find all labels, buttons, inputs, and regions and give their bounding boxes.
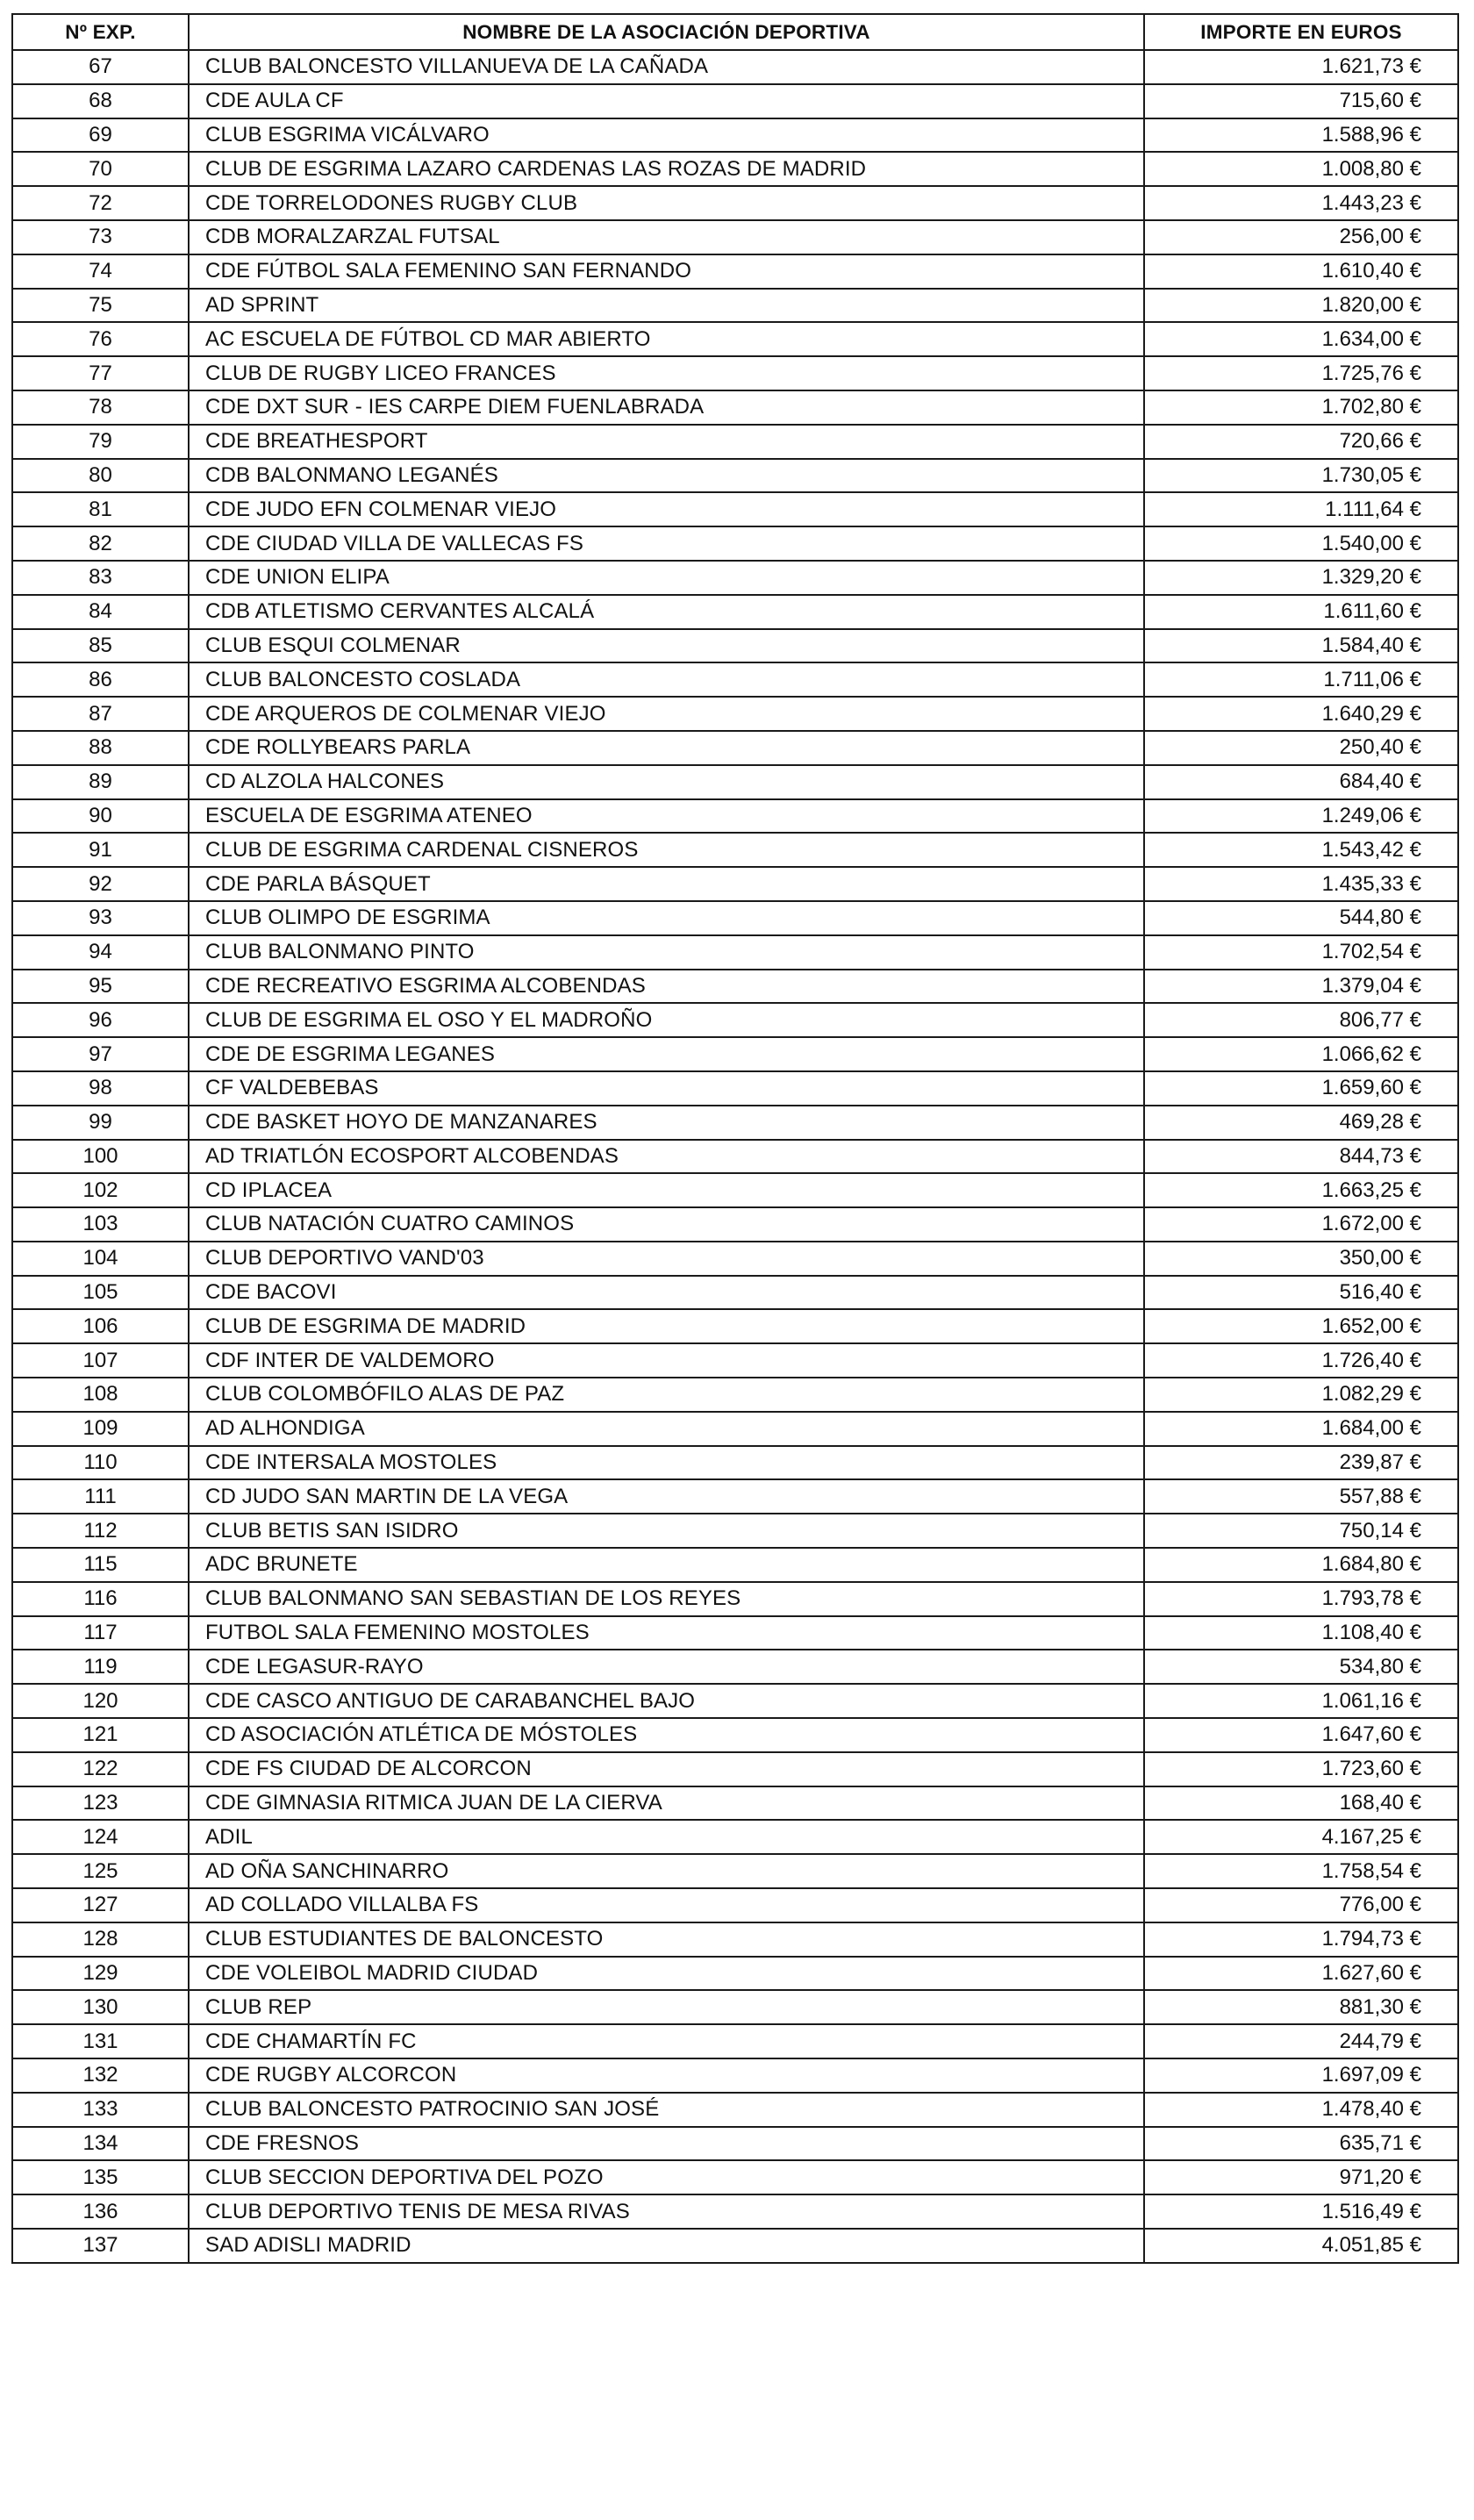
file-number-cell: 97 [12, 1037, 189, 1071]
association-name-cell: CDE JUDO EFN COLMENAR VIEJO [189, 492, 1144, 526]
association-name-cell: CDE BREATHESPORT [189, 425, 1144, 459]
header-row [12, 14, 1458, 50]
association-name-cell: CLUB BALONMANO PINTO [189, 935, 1144, 970]
table-row [12, 935, 1458, 970]
association-name-cell: CLUB ESQUI COLMENAR [189, 629, 1144, 663]
file-number-cell: 77 [12, 356, 189, 390]
table-row [12, 1854, 1458, 1888]
amount-cell: 534,80 € [1144, 1650, 1458, 1684]
file-number-cell: 104 [12, 1242, 189, 1276]
file-number-cell: 87 [12, 697, 189, 731]
association-name-cell: CD IPLACEA [189, 1173, 1144, 1207]
association-name-cell: AD COLLADO VILLALBA FS [189, 1888, 1144, 1922]
file-number-cell: 75 [12, 289, 189, 323]
association-name-cell: CDE FÚTBOL SALA FEMENINO SAN FERNANDO [189, 254, 1144, 289]
table-row [12, 561, 1458, 595]
association-name-cell: CDE BACOVI [189, 1276, 1144, 1310]
association-name-cell: CDE LEGASUR-RAYO [189, 1650, 1144, 1684]
association-name-cell: CLUB DE ESGRIMA CARDENAL CISNEROS [189, 833, 1144, 867]
amount-cell: 1.684,80 € [1144, 1548, 1458, 1582]
file-number-cell: 129 [12, 1957, 189, 1991]
amount-cell: 1.621,73 € [1144, 50, 1458, 84]
association-name-cell: AD TRIATLÓN ECOSPORT ALCOBENDAS [189, 1140, 1144, 1174]
table-body [12, 50, 1458, 2263]
association-name-cell: CDE PARLA BÁSQUET [189, 867, 1144, 901]
association-name-cell: CLUB REP [189, 1990, 1144, 2024]
amount-cell: 4.167,25 € [1144, 1820, 1458, 1854]
table-row [12, 1990, 1458, 2024]
table-row [12, 1242, 1458, 1276]
amount-cell: 1.066,62 € [1144, 1037, 1458, 1071]
file-number-cell: 91 [12, 833, 189, 867]
amount-cell: 750,14 € [1144, 1514, 1458, 1548]
association-name-cell: CDE FS CIUDAD DE ALCORCON [189, 1752, 1144, 1786]
file-number-cell: 127 [12, 1888, 189, 1922]
table-row [12, 322, 1458, 356]
file-number-cell: 67 [12, 50, 189, 84]
amount-cell: 776,00 € [1144, 1888, 1458, 1922]
file-number-cell: 99 [12, 1106, 189, 1140]
file-number-cell: 124 [12, 1820, 189, 1854]
table-row [12, 1514, 1458, 1548]
header-association-name: NOMBRE DE LA ASOCIACIÓN DEPORTIVA [189, 14, 1144, 50]
file-number-cell: 131 [12, 2024, 189, 2058]
subsidies-table [11, 13, 1459, 2264]
amount-cell: 1.702,80 € [1144, 390, 1458, 425]
file-number-cell: 69 [12, 118, 189, 153]
amount-cell: 881,30 € [1144, 1990, 1458, 2024]
association-name-cell: CLUB COLOMBÓFILO ALAS DE PAZ [189, 1378, 1144, 1412]
amount-cell: 1.061,16 € [1144, 1684, 1458, 1718]
association-name-cell: CD ASOCIACIÓN ATLÉTICA DE MÓSTOLES [189, 1718, 1144, 1752]
amount-cell: 1.634,00 € [1144, 322, 1458, 356]
amount-cell: 684,40 € [1144, 765, 1458, 799]
table-row [12, 1718, 1458, 1752]
file-number-cell: 95 [12, 970, 189, 1004]
file-number-cell: 121 [12, 1718, 189, 1752]
file-number-cell: 78 [12, 390, 189, 425]
amount-cell: 1.435,33 € [1144, 867, 1458, 901]
association-name-cell: CDE DXT SUR - IES CARPE DIEM FUENLABRADA [189, 390, 1144, 425]
amount-cell: 1.697,09 € [1144, 2058, 1458, 2093]
file-number-cell: 134 [12, 2127, 189, 2161]
table-row [12, 1173, 1458, 1207]
amount-cell: 1.249,06 € [1144, 799, 1458, 834]
amount-cell: 1.711,06 € [1144, 662, 1458, 697]
association-name-cell: CDE VOLEIBOL MADRID CIUDAD [189, 1957, 1144, 1991]
file-number-cell: 117 [12, 1616, 189, 1650]
file-number-cell: 132 [12, 2058, 189, 2093]
association-name-cell: CLUB DE ESGRIMA DE MADRID [189, 1309, 1144, 1343]
table-row [12, 1276, 1458, 1310]
association-name-cell: CLUB BALONCESTO VILLANUEVA DE LA CAÑADA [189, 50, 1144, 84]
table-row [12, 765, 1458, 799]
amount-cell: 1.672,00 € [1144, 1207, 1458, 1242]
association-name-cell: CLUB BETIS SAN ISIDRO [189, 1514, 1144, 1548]
table-row [12, 118, 1458, 153]
association-name-cell: CLUB OLIMPO DE ESGRIMA [189, 901, 1144, 935]
amount-cell: 806,77 € [1144, 1003, 1458, 1037]
association-name-cell: CDF INTER DE VALDEMORO [189, 1343, 1144, 1378]
table-row [12, 1820, 1458, 1854]
file-number-cell: 137 [12, 2229, 189, 2263]
association-name-cell: CLUB ESTUDIANTES DE BALONCESTO [189, 1922, 1144, 1957]
file-number-cell: 128 [12, 1922, 189, 1957]
association-name-cell: CLUB DE ESGRIMA LAZARO CARDENAS LAS ROZAS DE MADRID [189, 152, 1144, 186]
amount-cell: 1.627,60 € [1144, 1957, 1458, 1991]
amount-cell: 557,88 € [1144, 1479, 1458, 1514]
amount-cell: 715,60 € [1144, 84, 1458, 118]
association-name-cell: CLUB DEPORTIVO VAND'03 [189, 1242, 1144, 1276]
amount-cell: 1.111,64 € [1144, 492, 1458, 526]
association-name-cell: CDE DE ESGRIMA LEGANES [189, 1037, 1144, 1071]
file-number-cell: 93 [12, 901, 189, 935]
file-number-cell: 86 [12, 662, 189, 697]
amount-cell: 1.329,20 € [1144, 561, 1458, 595]
association-name-cell: CDE CIUDAD VILLA DE VALLECAS FS [189, 526, 1144, 561]
table-row [12, 1650, 1458, 1684]
table-row [12, 731, 1458, 765]
file-number-cell: 70 [12, 152, 189, 186]
file-number-cell: 85 [12, 629, 189, 663]
association-name-cell: CLUB ESGRIMA VICÁLVARO [189, 118, 1144, 153]
table-row [12, 629, 1458, 663]
table-row [12, 1888, 1458, 1922]
table-row [12, 2127, 1458, 2161]
file-number-cell: 94 [12, 935, 189, 970]
association-name-cell: CD ALZOLA HALCONES [189, 765, 1144, 799]
association-name-cell: CLUB BALONCESTO PATROCINIO SAN JOSÉ [189, 2093, 1144, 2127]
file-number-cell: 100 [12, 1140, 189, 1174]
amount-cell: 350,00 € [1144, 1242, 1458, 1276]
association-name-cell: CDB BALONMANO LEGANÉS [189, 459, 1144, 493]
table-row [12, 1140, 1458, 1174]
file-number-cell: 109 [12, 1412, 189, 1446]
table-row [12, 1684, 1458, 1718]
table-row [12, 1412, 1458, 1446]
table-row [12, 459, 1458, 493]
file-number-cell: 72 [12, 186, 189, 220]
file-number-cell: 88 [12, 731, 189, 765]
association-name-cell: CDE TORRELODONES RUGBY CLUB [189, 186, 1144, 220]
file-number-cell: 102 [12, 1173, 189, 1207]
file-number-cell: 130 [12, 1990, 189, 2024]
file-number-cell: 119 [12, 1650, 189, 1684]
amount-cell: 971,20 € [1144, 2160, 1458, 2194]
table-row [12, 867, 1458, 901]
association-name-cell: CDE FRESNOS [189, 2127, 1144, 2161]
association-name-cell: CLUB BALONMANO SAN SEBASTIAN DE LOS REYES [189, 1582, 1144, 1616]
association-name-cell: ESCUELA DE ESGRIMA ATENEO [189, 799, 1144, 834]
association-name-cell: CDE ROLLYBEARS PARLA [189, 731, 1144, 765]
amount-cell: 1.443,23 € [1144, 186, 1458, 220]
table-row [12, 2194, 1458, 2229]
table-row [12, 2024, 1458, 2058]
file-number-cell: 92 [12, 867, 189, 901]
association-name-cell: CDE BASKET HOYO DE MANZANARES [189, 1106, 1144, 1140]
amount-cell: 244,79 € [1144, 2024, 1458, 2058]
table-row [12, 152, 1458, 186]
association-name-cell: CLUB DEPORTIVO TENIS DE MESA RIVAS [189, 2194, 1144, 2229]
table-row [12, 1616, 1458, 1650]
file-number-cell: 108 [12, 1378, 189, 1412]
amount-cell: 1.516,49 € [1144, 2194, 1458, 2229]
file-number-cell: 103 [12, 1207, 189, 1242]
association-name-cell: CDE RUGBY ALCORCON [189, 2058, 1144, 2093]
table-row [12, 1106, 1458, 1140]
table-row [12, 1037, 1458, 1071]
file-number-cell: 116 [12, 1582, 189, 1616]
header-amount-euros: IMPORTE EN EUROS [1144, 14, 1458, 50]
file-number-cell: 115 [12, 1548, 189, 1582]
amount-cell: 4.051,85 € [1144, 2229, 1458, 2263]
amount-cell: 256,00 € [1144, 220, 1458, 254]
table-row [12, 2093, 1458, 2127]
amount-cell: 1.588,96 € [1144, 118, 1458, 153]
association-name-cell: CDE RECREATIVO ESGRIMA ALCOBENDAS [189, 970, 1144, 1004]
amount-cell: 1.730,05 € [1144, 459, 1458, 493]
association-name-cell: CLUB DE ESGRIMA EL OSO Y EL MADROÑO [189, 1003, 1144, 1037]
amount-cell: 1.659,60 € [1144, 1071, 1458, 1106]
file-number-cell: 84 [12, 595, 189, 629]
table-row [12, 425, 1458, 459]
association-name-cell: CDE INTERSALA MOSTOLES [189, 1446, 1144, 1480]
file-number-cell: 96 [12, 1003, 189, 1037]
file-number-cell: 122 [12, 1752, 189, 1786]
file-number-cell: 90 [12, 799, 189, 834]
table-row [12, 1378, 1458, 1412]
table-row [12, 390, 1458, 425]
file-number-cell: 79 [12, 425, 189, 459]
file-number-cell: 83 [12, 561, 189, 595]
header-file-number: Nº EXP. [12, 14, 189, 50]
table-row [12, 901, 1458, 935]
association-name-cell: CF VALDEBEBAS [189, 1071, 1144, 1106]
association-name-cell: CDE CASCO ANTIGUO DE CARABANCHEL BAJO [189, 1684, 1144, 1718]
association-name-cell: CDE AULA CF [189, 84, 1144, 118]
association-name-cell: AD ALHONDIGA [189, 1412, 1144, 1446]
amount-cell: 1.647,60 € [1144, 1718, 1458, 1752]
amount-cell: 1.725,76 € [1144, 356, 1458, 390]
table-row [12, 84, 1458, 118]
file-number-cell: 74 [12, 254, 189, 289]
file-number-cell: 89 [12, 765, 189, 799]
table-row [12, 1207, 1458, 1242]
table-row [12, 1548, 1458, 1582]
association-name-cell: CLUB DE RUGBY LICEO FRANCES [189, 356, 1144, 390]
association-name-cell: AD OÑA SANCHINARRO [189, 1854, 1144, 1888]
table-row [12, 1922, 1458, 1957]
file-number-cell: 81 [12, 492, 189, 526]
amount-cell: 720,66 € [1144, 425, 1458, 459]
table-row [12, 1446, 1458, 1480]
association-name-cell: ADIL [189, 1820, 1144, 1854]
amount-cell: 1.108,40 € [1144, 1616, 1458, 1650]
table-row [12, 1343, 1458, 1378]
amount-cell: 1.794,73 € [1144, 1922, 1458, 1957]
table-row [12, 1752, 1458, 1786]
file-number-cell: 105 [12, 1276, 189, 1310]
file-number-cell: 110 [12, 1446, 189, 1480]
table-row [12, 50, 1458, 84]
amount-cell: 1.640,29 € [1144, 697, 1458, 731]
table-row [12, 2160, 1458, 2194]
amount-cell: 1.702,54 € [1144, 935, 1458, 970]
file-number-cell: 98 [12, 1071, 189, 1106]
table-row [12, 2229, 1458, 2263]
amount-cell: 1.082,29 € [1144, 1378, 1458, 1412]
amount-cell: 1.584,40 € [1144, 629, 1458, 663]
file-number-cell: 136 [12, 2194, 189, 2229]
association-name-cell: CDB ATLETISMO CERVANTES ALCALÁ [189, 595, 1144, 629]
table-row [12, 799, 1458, 834]
amount-cell: 1.611,60 € [1144, 595, 1458, 629]
amount-cell: 1.684,00 € [1144, 1412, 1458, 1446]
table-row [12, 697, 1458, 731]
amount-cell: 1.540,00 € [1144, 526, 1458, 561]
table-row [12, 970, 1458, 1004]
file-number-cell: 73 [12, 220, 189, 254]
file-number-cell: 135 [12, 2160, 189, 2194]
amount-cell: 1.793,78 € [1144, 1582, 1458, 1616]
amount-cell: 168,40 € [1144, 1786, 1458, 1821]
amount-cell: 1.008,80 € [1144, 152, 1458, 186]
amount-cell: 844,73 € [1144, 1140, 1458, 1174]
amount-cell: 1.610,40 € [1144, 254, 1458, 289]
association-name-cell: AC ESCUELA DE FÚTBOL CD MAR ABIERTO [189, 322, 1144, 356]
table-row [12, 1957, 1458, 1991]
amount-cell: 1.758,54 € [1144, 1854, 1458, 1888]
table-row [12, 1071, 1458, 1106]
table-row [12, 220, 1458, 254]
amount-cell: 469,28 € [1144, 1106, 1458, 1140]
table-row [12, 1479, 1458, 1514]
file-number-cell: 125 [12, 1854, 189, 1888]
file-number-cell: 133 [12, 2093, 189, 2127]
amount-cell: 250,40 € [1144, 731, 1458, 765]
file-number-cell: 76 [12, 322, 189, 356]
file-number-cell: 107 [12, 1343, 189, 1378]
association-name-cell: AD SPRINT [189, 289, 1144, 323]
amount-cell: 1.726,40 € [1144, 1343, 1458, 1378]
association-name-cell: ADC BRUNETE [189, 1548, 1144, 1582]
association-name-cell: CDE ARQUEROS DE COLMENAR VIEJO [189, 697, 1144, 731]
table-row [12, 1582, 1458, 1616]
table-row [12, 2058, 1458, 2093]
table-row [12, 1003, 1458, 1037]
file-number-cell: 111 [12, 1479, 189, 1514]
table-row [12, 289, 1458, 323]
table-row [12, 595, 1458, 629]
table-row [12, 356, 1458, 390]
association-name-cell: CLUB SECCION DEPORTIVA DEL POZO [189, 2160, 1144, 2194]
table-row [12, 254, 1458, 289]
association-name-cell: SAD ADISLI MADRID [189, 2229, 1144, 2263]
association-name-cell: CLUB NATACIÓN CUATRO CAMINOS [189, 1207, 1144, 1242]
amount-cell: 1.820,00 € [1144, 289, 1458, 323]
amount-cell: 1.543,42 € [1144, 833, 1458, 867]
file-number-cell: 82 [12, 526, 189, 561]
table-row [12, 833, 1458, 867]
association-name-cell: CLUB BALONCESTO COSLADA [189, 662, 1144, 697]
table-row [12, 186, 1458, 220]
association-name-cell: CD JUDO SAN MARTIN DE LA VEGA [189, 1479, 1144, 1514]
file-number-cell: 120 [12, 1684, 189, 1718]
table-row [12, 662, 1458, 697]
table-row [12, 1786, 1458, 1821]
association-name-cell: CDB MORALZARZAL FUTSAL [189, 220, 1144, 254]
file-number-cell: 80 [12, 459, 189, 493]
file-number-cell: 68 [12, 84, 189, 118]
amount-cell: 1.663,25 € [1144, 1173, 1458, 1207]
amount-cell: 1.478,40 € [1144, 2093, 1458, 2127]
association-name-cell: CDE UNION ELIPA [189, 561, 1144, 595]
amount-cell: 239,87 € [1144, 1446, 1458, 1480]
table-row [12, 1309, 1458, 1343]
association-name-cell: CDE GIMNASIA RITMICA JUAN DE LA CIERVA [189, 1786, 1144, 1821]
association-name-cell: CDE CHAMARTÍN FC [189, 2024, 1144, 2058]
table-row [12, 492, 1458, 526]
amount-cell: 635,71 € [1144, 2127, 1458, 2161]
file-number-cell: 123 [12, 1786, 189, 1821]
file-number-cell: 106 [12, 1309, 189, 1343]
amount-cell: 1.379,04 € [1144, 970, 1458, 1004]
association-name-cell: FUTBOL SALA FEMENINO MOSTOLES [189, 1616, 1144, 1650]
table-row [12, 526, 1458, 561]
amount-cell: 1.652,00 € [1144, 1309, 1458, 1343]
file-number-cell: 112 [12, 1514, 189, 1548]
amount-cell: 516,40 € [1144, 1276, 1458, 1310]
amount-cell: 544,80 € [1144, 901, 1458, 935]
amount-cell: 1.723,60 € [1144, 1752, 1458, 1786]
